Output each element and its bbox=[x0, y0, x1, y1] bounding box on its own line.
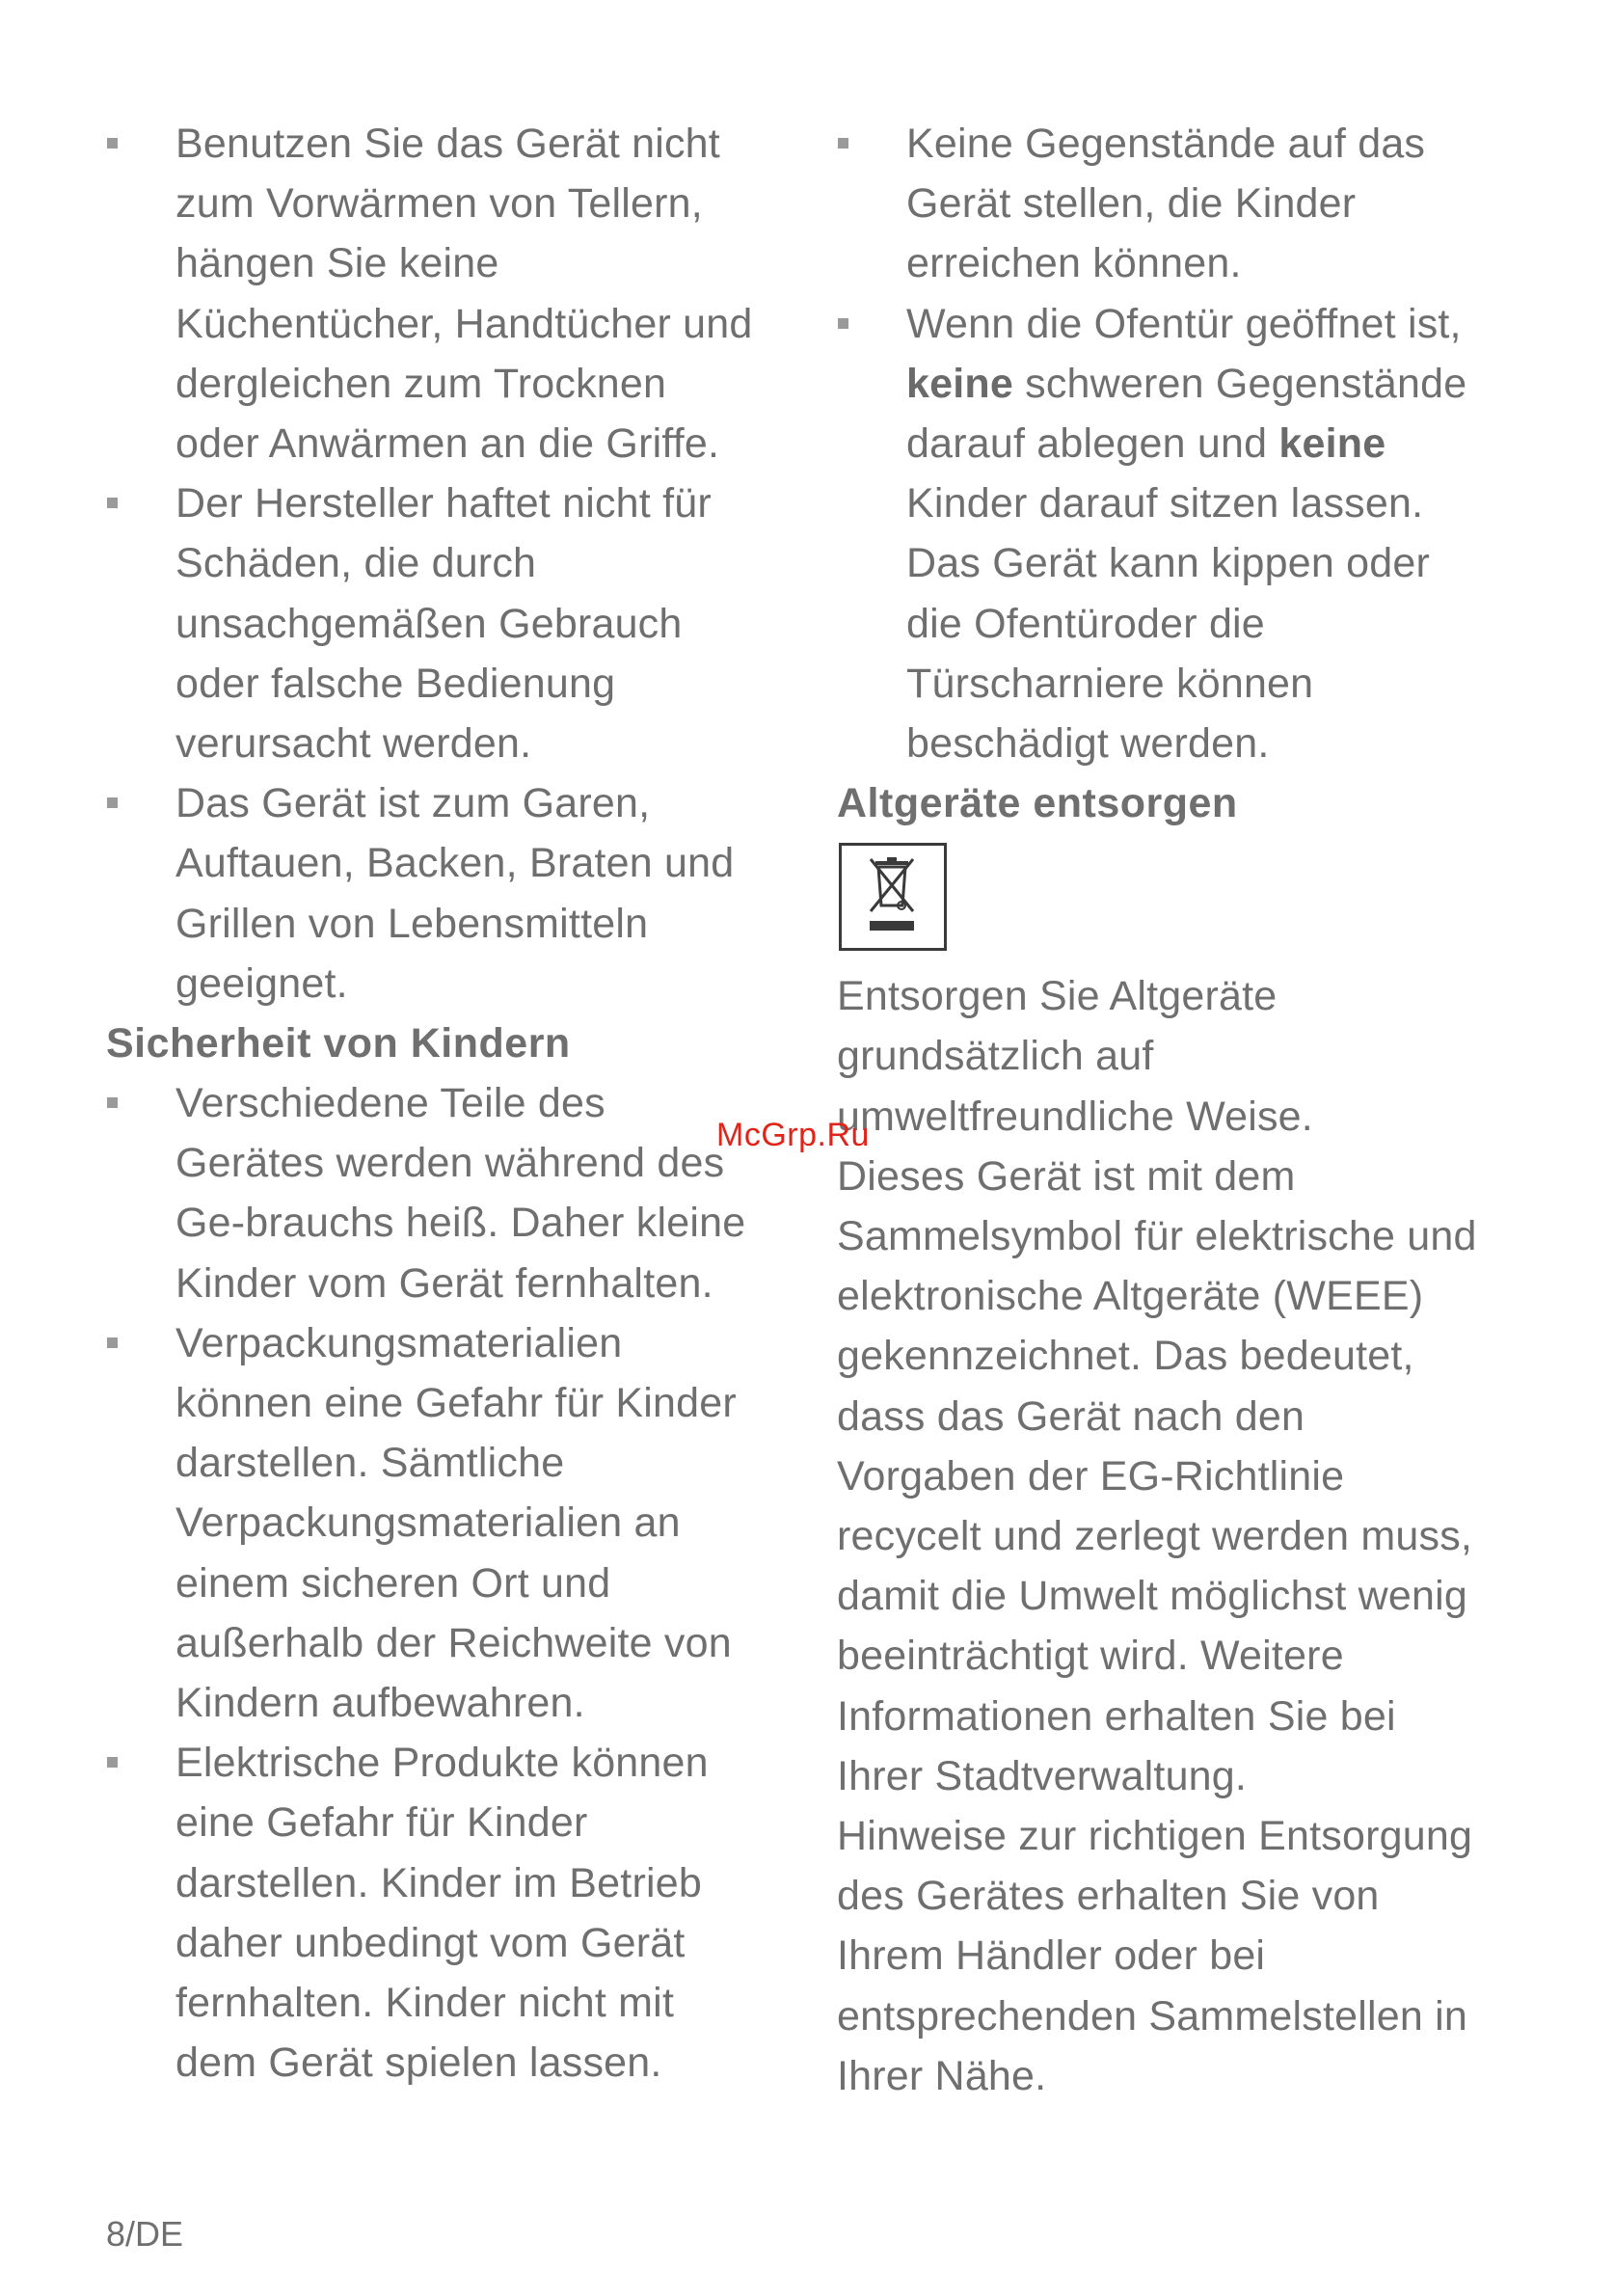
text-line: Schäden, die durch bbox=[175, 540, 537, 587]
text-line: Informationen erhalten Sie bei bbox=[837, 1692, 1396, 1740]
bullet-icon bbox=[838, 138, 848, 149]
text-line: Elektrische Produkte können bbox=[175, 1740, 709, 1787]
section-heading-disposal: Altgeräte entsorgen bbox=[837, 780, 1238, 827]
emphasis-keine: keine bbox=[906, 360, 1013, 407]
text-line: Küchentücher, Handtücher und bbox=[175, 300, 753, 347]
bullet-icon bbox=[107, 138, 118, 149]
text-line: Hinweise zur richtigen Entsorgung bbox=[837, 1813, 1473, 1860]
watermark-link[interactable]: McGrp.Ru bbox=[716, 1117, 870, 1153]
list-item bbox=[106, 773, 786, 1013]
text-line: geeignet. bbox=[175, 959, 348, 1007]
emphasis-keine: keine bbox=[1278, 420, 1386, 468]
text-line: elektronische Altgeräte (WEEE) bbox=[837, 1273, 1424, 1320]
text-line bbox=[906, 414, 1531, 473]
text-line: erreichen können. bbox=[906, 240, 1242, 287]
text-line: des Gerätes erhalten Sie von bbox=[837, 1873, 1380, 1920]
text-line: Wenn die Ofentür geöffnet ist, bbox=[906, 300, 1462, 347]
weee-symbol-graphic bbox=[842, 846, 944, 948]
text-line: können eine Gefahr für Kinder bbox=[175, 1380, 737, 1427]
text-run: schweren Gegenstände bbox=[1012, 360, 1467, 407]
left-column bbox=[106, 114, 786, 2093]
text-line: die Ofentüroder die bbox=[906, 600, 1265, 647]
text-line: Kinder vom Gerät fernhalten. bbox=[175, 1259, 713, 1307]
text-line: oder Anwärmen an die Griffe. bbox=[175, 420, 720, 468]
bin-handle bbox=[887, 857, 897, 861]
text-line: umweltfreundliche Weise. bbox=[837, 1093, 1313, 1140]
text-line: unsachgemäßen Gebrauch bbox=[175, 600, 683, 647]
right-column bbox=[837, 114, 1531, 2106]
text-line: darstellen. Kinder im Betrieb bbox=[175, 1859, 702, 1906]
text-line: Sammelsymbol für elektrische und bbox=[837, 1213, 1477, 1260]
bullet-list-bottom bbox=[106, 1073, 786, 2093]
bin-bar bbox=[870, 921, 914, 931]
text-line: Entsorgen Sie Altgeräte bbox=[837, 973, 1278, 1020]
text-line: Dieses Gerät ist mit dem bbox=[837, 1152, 1296, 1200]
text-line: eine Gefahr für Kinder bbox=[175, 1799, 588, 1847]
text-line: oder falsche Bedienung bbox=[175, 660, 616, 707]
list-item bbox=[106, 1733, 786, 2093]
list-item bbox=[106, 1073, 786, 1313]
text-line: Benutzen Sie das Gerät nicht bbox=[175, 121, 720, 167]
text-line: Der Hersteller haftet nicht für bbox=[175, 480, 712, 527]
list-item bbox=[106, 114, 786, 473]
text-line: Das Gerät kann kippen oder bbox=[906, 540, 1431, 587]
text-line: einem sicheren Ort und bbox=[175, 1559, 611, 1607]
list-item bbox=[837, 294, 1531, 774]
bullet-icon bbox=[107, 797, 118, 808]
text-line: dergleichen zum Trocknen bbox=[175, 360, 667, 407]
text-line: Ihrer Stadtverwaltung. bbox=[837, 1752, 1248, 1799]
text-line: dem Gerät spielen lassen. bbox=[175, 2039, 662, 2087]
text-line: recycelt und zerlegt werden muss, bbox=[837, 1513, 1473, 1560]
text-line: Auftauen, Backen, Braten und bbox=[175, 840, 735, 887]
text-line: Grillen von Lebensmitteln bbox=[175, 900, 649, 947]
text-line: entsprechenden Sammelstellen in bbox=[837, 1992, 1467, 2039]
text-line: hängen Sie keine bbox=[175, 240, 499, 287]
list-item bbox=[837, 114, 1531, 294]
page-number: 8/DE bbox=[106, 2214, 184, 2254]
text-line: darstellen. Sämtliche bbox=[175, 1440, 565, 1487]
text-line: Verpackungsmaterialien an bbox=[175, 1499, 681, 1547]
text-line: Keine Gegenstände auf das bbox=[906, 121, 1426, 167]
text-line: daher unbedingt vom Gerät bbox=[175, 1919, 686, 1966]
text-line: fernhalten. Kinder nicht mit bbox=[175, 1980, 675, 2027]
bullet-icon bbox=[107, 1337, 118, 1348]
crossed-out-wheelie-bin-icon bbox=[839, 843, 947, 951]
bin-lid bbox=[875, 861, 908, 865]
list-item bbox=[106, 1313, 786, 1733]
text-line: Kindern aufbewahren. bbox=[175, 1680, 585, 1727]
text-line: damit die Umwelt möglichst wenig bbox=[837, 1573, 1468, 1620]
bullet-icon bbox=[107, 1757, 118, 1768]
bullet-icon bbox=[107, 1097, 118, 1108]
text-line: Ge-brauchs heiß. Daher kleine bbox=[175, 1200, 746, 1247]
text-line: beeinträchtigt wird. Weitere bbox=[837, 1633, 1344, 1680]
section-heading-child-safety: Sicherheit von Kindern bbox=[106, 1020, 571, 1067]
text-line: Gerät stellen, die Kinder bbox=[906, 180, 1357, 228]
bullet-icon bbox=[838, 318, 848, 329]
list-item bbox=[106, 473, 786, 773]
text-run: darauf ablegen und bbox=[906, 420, 1279, 468]
text-line: Ihrer Nähe. bbox=[837, 2052, 1047, 2099]
text-line: Vorgaben der EG-Richtlinie bbox=[837, 1452, 1345, 1499]
text-line: Türscharniere können bbox=[906, 660, 1314, 707]
text-line: außerhalb der Reichweite von bbox=[175, 1619, 732, 1666]
text-line: Verschiedene Teile des bbox=[175, 1080, 605, 1127]
text-line bbox=[906, 354, 1531, 414]
text-line: Verpackungsmaterialien bbox=[175, 1319, 623, 1366]
bullet-list-top bbox=[106, 114, 786, 1013]
text-line: dass das Gerät nach den bbox=[837, 1392, 1305, 1440]
text-line: verursacht werden. bbox=[175, 720, 532, 768]
text-line: gekennzeichnet. Das bedeutet, bbox=[837, 1333, 1414, 1380]
text-line: grundsätzlich auf bbox=[837, 1033, 1154, 1080]
text-line: beschädigt werden. bbox=[906, 720, 1270, 768]
disposal-paragraph bbox=[837, 966, 1531, 2106]
text-line: Ihrem Händler oder bei bbox=[837, 1932, 1266, 1980]
text-line: Gerätes werden während des bbox=[175, 1140, 725, 1187]
text-line: zum Vorwärmen von Tellern, bbox=[175, 180, 703, 228]
bullet-icon bbox=[107, 498, 118, 508]
bullet-list-right bbox=[837, 114, 1531, 773]
text-line: Das Gerät ist zum Garen, bbox=[175, 780, 651, 827]
text-line: Kinder darauf sitzen lassen. bbox=[906, 480, 1424, 527]
